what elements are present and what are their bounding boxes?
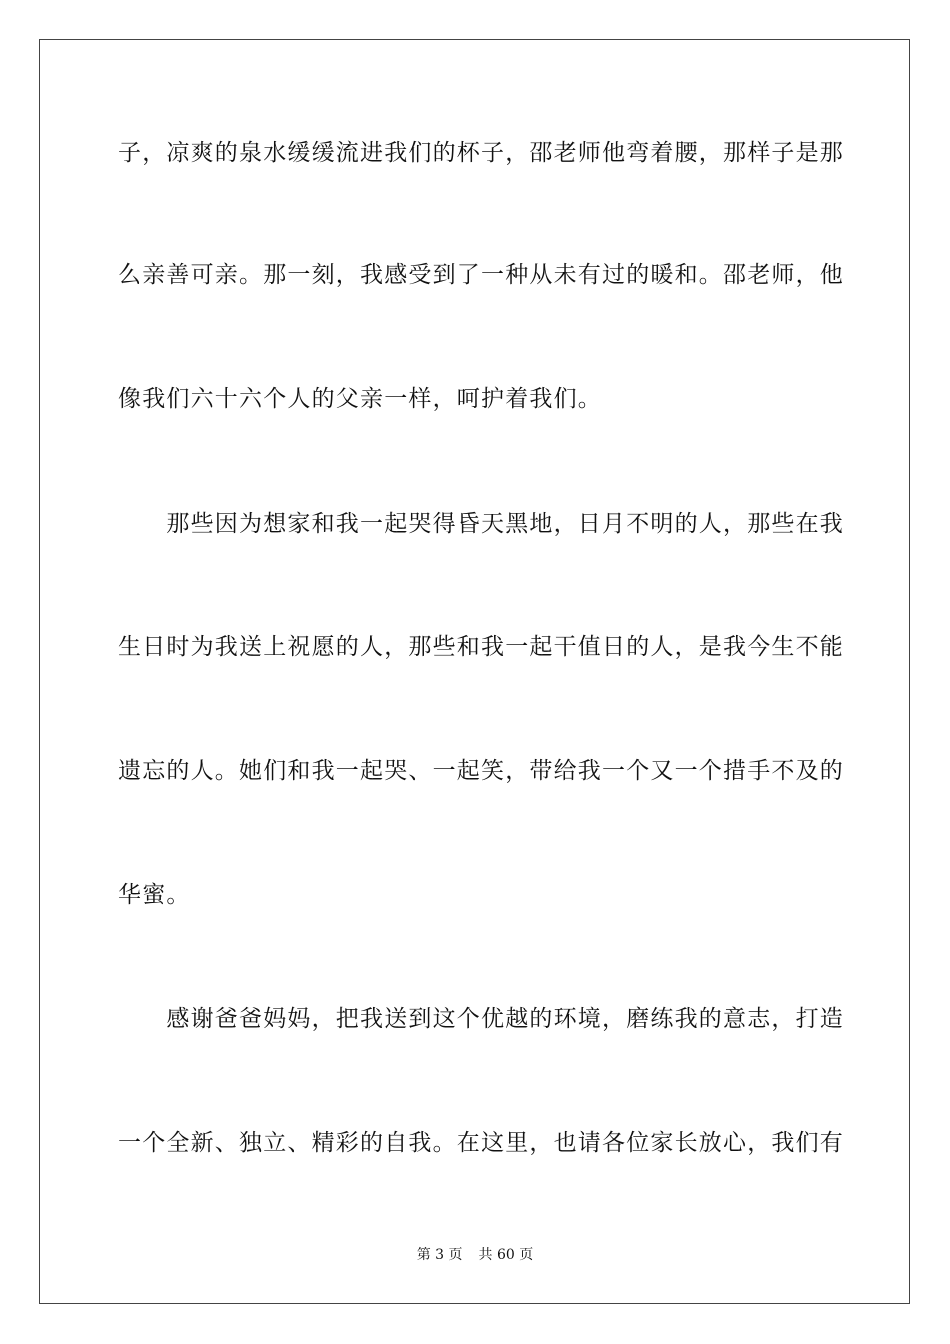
- page-footer: [0, 1244, 950, 1264]
- body-text-line: 华蜜。: [118, 882, 191, 908]
- page-number: 第 3 页: [416, 1247, 463, 1263]
- body-text-line: 子，凉爽的泉水缓缓流进我们的杯子，邵老师他弯着腰，那样子是那: [118, 140, 844, 166]
- page-border: [39, 39, 910, 1304]
- body-text-line: 感谢爸爸妈妈，把我送到这个优越的环境，磨练我的意志，打造: [118, 1006, 844, 1032]
- body-text-line: 遗忘的人。她们和我一起哭、一起笑，带给我一个又一个措手不及的: [118, 758, 844, 784]
- page-total: 共 60 页: [478, 1247, 534, 1263]
- body-text-line: 一个全新、独立、精彩的自我。在这里，也请各位家长放心，我们有: [118, 1130, 844, 1156]
- body-text-line: 那些因为想家和我一起哭得昏天黑地，日月不明的人，那些在我: [118, 511, 844, 537]
- body-text-line: 像我们六十六个人的父亲一样，呵护着我们。: [118, 386, 602, 412]
- body-text-line: 么亲善可亲。那一刻，我感受到了一种从未有过的暖和。邵老师，他: [118, 262, 844, 288]
- body-text-line: 生日时为我送上祝愿的人，那些和我一起干值日的人，是我今生不能: [118, 634, 844, 660]
